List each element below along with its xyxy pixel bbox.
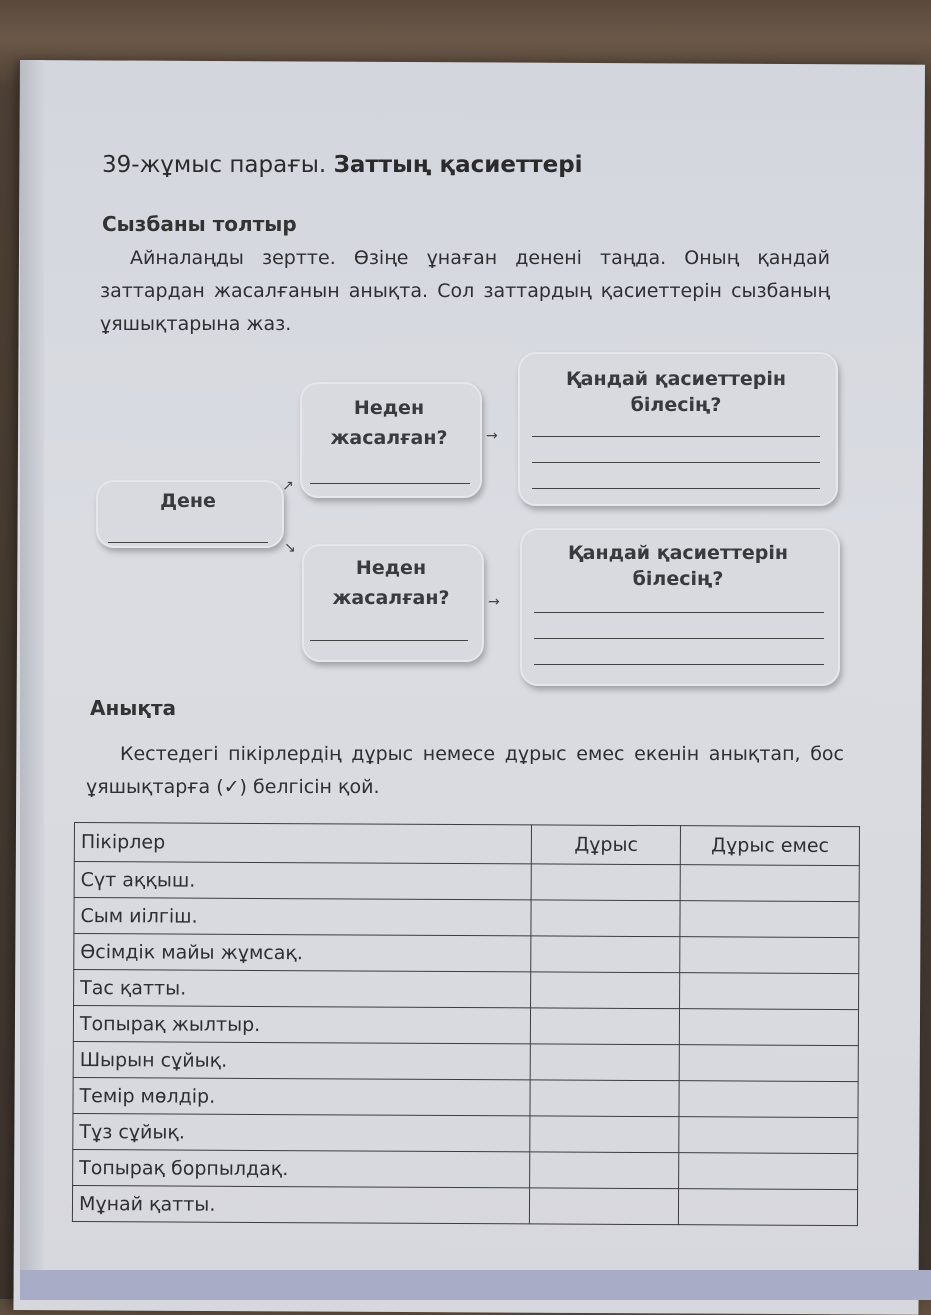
table-row	[73, 1006, 858, 1046]
statement-cell: Топырақ жылтыр.	[73, 1006, 530, 1044]
correct-cell[interactable]	[531, 1008, 680, 1045]
made-of-answer-line-bottom[interactable]	[310, 640, 468, 641]
properties-label-bottom: Қандай қасиеттерін білесің?	[567, 542, 789, 590]
diagram-instructions: Айналаңды зертте. Өзіңе ұнаған денені таңда. Оның қандай заттардан жасалғанын анықта. Сол заттардың қасиеттерін сызбаның ұяшықтарына жаз.	[100, 247, 830, 335]
incorrect-cell[interactable]	[680, 901, 859, 938]
correct-cell[interactable]	[531, 900, 680, 937]
table-row	[74, 970, 859, 1010]
made-of-answer-line-top[interactable]	[310, 483, 470, 484]
table-row	[73, 1041, 858, 1081]
incorrect-cell[interactable]	[680, 973, 859, 1010]
statements-table	[72, 822, 860, 1226]
correct-cell[interactable]	[530, 1188, 679, 1225]
arrow-body-to-bottom: ↘	[284, 540, 296, 556]
table-row	[74, 862, 859, 902]
properties-line-top-2[interactable]	[532, 462, 820, 463]
correct-cell[interactable]	[530, 1116, 679, 1153]
correct-cell[interactable]	[531, 936, 680, 973]
table-instructions: Кестедегі пікірлердің дұрыс немесе дұрыс емес екенін анықтап, бос ұяшықтарға (✓) белгісін қой.	[86, 743, 844, 798]
page-bottom-edge	[20, 1270, 931, 1300]
correct-cell[interactable]	[530, 1044, 679, 1081]
header-correct: Дұрыс	[531, 825, 680, 865]
section-heading-diagram: Сызбаны толтыр	[102, 212, 297, 236]
correct-cell[interactable]	[531, 972, 680, 1009]
header-incorrect: Дұрыс емес	[681, 826, 860, 866]
properties-line-bottom-1[interactable]	[534, 612, 824, 613]
properties-line-top-3[interactable]	[532, 488, 820, 489]
header-statements: Пікірлер	[74, 823, 531, 864]
page-fold	[20, 60, 44, 1300]
table-row	[74, 898, 859, 938]
incorrect-cell[interactable]	[680, 1045, 859, 1082]
statement-cell: Сүт аққыш.	[74, 862, 531, 900]
body-answer-line[interactable]	[108, 542, 268, 543]
section-heading-determine: Анықта	[90, 696, 177, 720]
statement-cell: Мұнай қатты.	[72, 1185, 529, 1223]
table-row	[72, 1185, 857, 1225]
table-row	[74, 934, 859, 974]
table-row	[73, 1149, 858, 1189]
arrow-body-to-top: ↗	[282, 478, 294, 494]
statement-cell: Тұз сұйық.	[73, 1113, 530, 1151]
statement-cell: Өсімдік майы жұмсақ.	[74, 934, 531, 972]
properties-label-top: Қандай қасиеттерін білесің?	[565, 368, 787, 416]
properties-line-top-1[interactable]	[532, 436, 820, 437]
statement-cell: Темір мөлдір.	[73, 1077, 530, 1115]
table-row	[73, 1077, 858, 1117]
incorrect-cell[interactable]	[681, 865, 860, 902]
statement-cell: Сым иілгіш.	[74, 898, 531, 936]
statement-cell: Топырақ борпылдақ.	[73, 1149, 530, 1187]
table-header-row	[74, 823, 859, 866]
incorrect-cell[interactable]	[680, 937, 859, 974]
incorrect-cell[interactable]	[679, 1153, 858, 1190]
title-topic: Заттың қасиеттері	[333, 152, 583, 178]
correct-cell[interactable]	[530, 1080, 679, 1117]
properties-line-bottom-3[interactable]	[534, 664, 824, 665]
title-number: 39-жұмыс парағы.	[102, 152, 327, 178]
made-of-label-top: Неден жасалған?	[330, 397, 448, 449]
correct-cell[interactable]	[530, 1152, 679, 1189]
incorrect-cell[interactable]	[679, 1117, 858, 1154]
incorrect-cell[interactable]	[679, 1189, 858, 1226]
arrow-top-to-props: →	[486, 428, 498, 444]
page-title	[102, 152, 583, 178]
made-of-label-bottom: Неден жасалған?	[332, 557, 450, 609]
statement-cell: Тас қатты.	[74, 970, 531, 1008]
correct-cell[interactable]	[531, 864, 680, 901]
incorrect-cell[interactable]	[680, 1009, 859, 1046]
body-label: Дене	[160, 490, 216, 512]
properties-line-bottom-2[interactable]	[534, 638, 824, 639]
table-row	[73, 1113, 858, 1153]
arrow-bottom-to-props: →	[488, 594, 500, 610]
incorrect-cell[interactable]	[679, 1081, 858, 1118]
statement-cell: Шырын сұйық.	[73, 1041, 530, 1079]
